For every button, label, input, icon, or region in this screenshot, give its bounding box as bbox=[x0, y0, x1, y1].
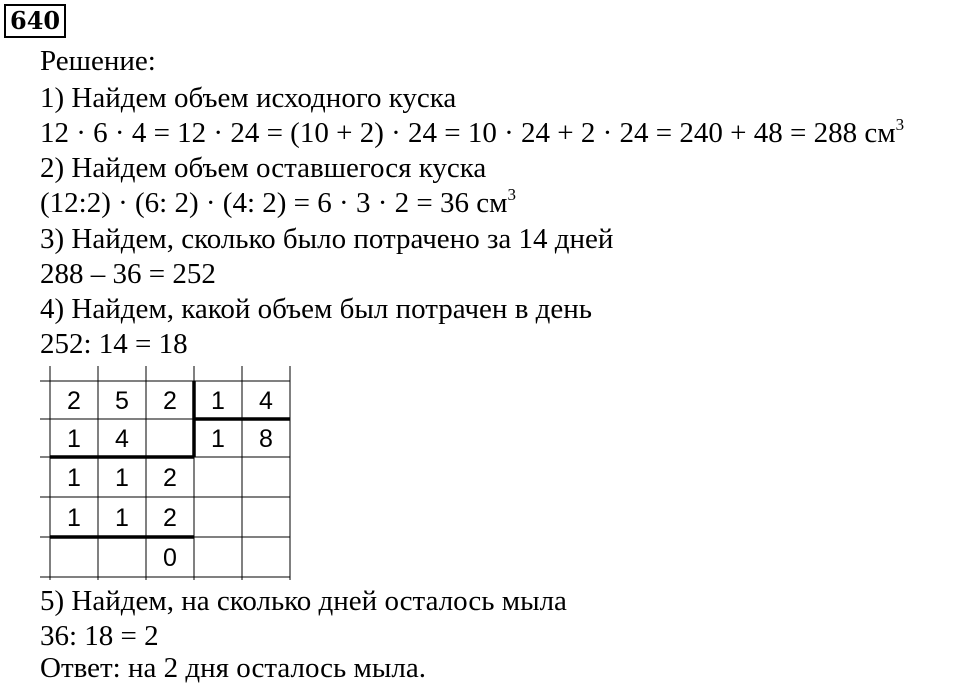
grid-digit: 4 bbox=[115, 425, 129, 453]
grid-digit: 4 bbox=[259, 387, 273, 415]
step-1-title: 1) Найдем объем исходного куска bbox=[40, 82, 457, 114]
grid-digit: 2 bbox=[163, 387, 177, 415]
step-5-equation: 36: 18 = 2 bbox=[40, 620, 159, 652]
step-3-equation: 288 – 36 = 252 bbox=[40, 258, 216, 290]
grid-digit: 1 bbox=[115, 464, 129, 492]
grid-digit: 8 bbox=[259, 425, 273, 453]
step-1-equation-text: 12 · 6 · 4 = 12 · 24 = (10 + 2) · 24 = 10 · 24 + 2 · 24 = 240 + 48 = 288 см bbox=[40, 117, 896, 149]
grid-digit: 2 bbox=[67, 387, 81, 415]
step-2-title: 2) Найдем объем оставшегося куска bbox=[40, 152, 487, 184]
grid-digit: 2 bbox=[163, 464, 177, 492]
cubic-exponent: 3 bbox=[895, 115, 905, 134]
grid-digit: 5 bbox=[115, 387, 129, 415]
step-4-title: 4) Найдем, какой объем был потрачен в день bbox=[40, 293, 593, 325]
grid-digit: 2 bbox=[163, 504, 177, 532]
solution-heading: Решение: bbox=[40, 45, 156, 77]
step-3-title: 3) Найдем, сколько было потрачено за 14 дней bbox=[40, 223, 614, 255]
grid-digit: 1 bbox=[211, 425, 225, 453]
cubic-exponent: 3 bbox=[507, 185, 516, 204]
step-2-equation-text: (12:2) · (6: 2) · (4: 2) = 6 · 3 · 2 = 36 см bbox=[40, 187, 508, 219]
grid-digit: 1 bbox=[211, 387, 225, 415]
grid-digit: 1 bbox=[115, 504, 129, 532]
task-number: 640 bbox=[4, 4, 66, 38]
answer-line: Ответ: на 2 дня осталось мыла. bbox=[40, 652, 426, 684]
grid-digit: 1 bbox=[67, 464, 81, 492]
grid-digit: 1 bbox=[67, 425, 81, 453]
grid-digit: 1 bbox=[67, 504, 81, 532]
step-5-title: 5) Найдем, на сколько дней осталось мыла bbox=[40, 585, 567, 617]
step-4-equation: 252: 14 = 18 bbox=[40, 328, 188, 360]
grid-digit: 0 bbox=[163, 544, 177, 572]
